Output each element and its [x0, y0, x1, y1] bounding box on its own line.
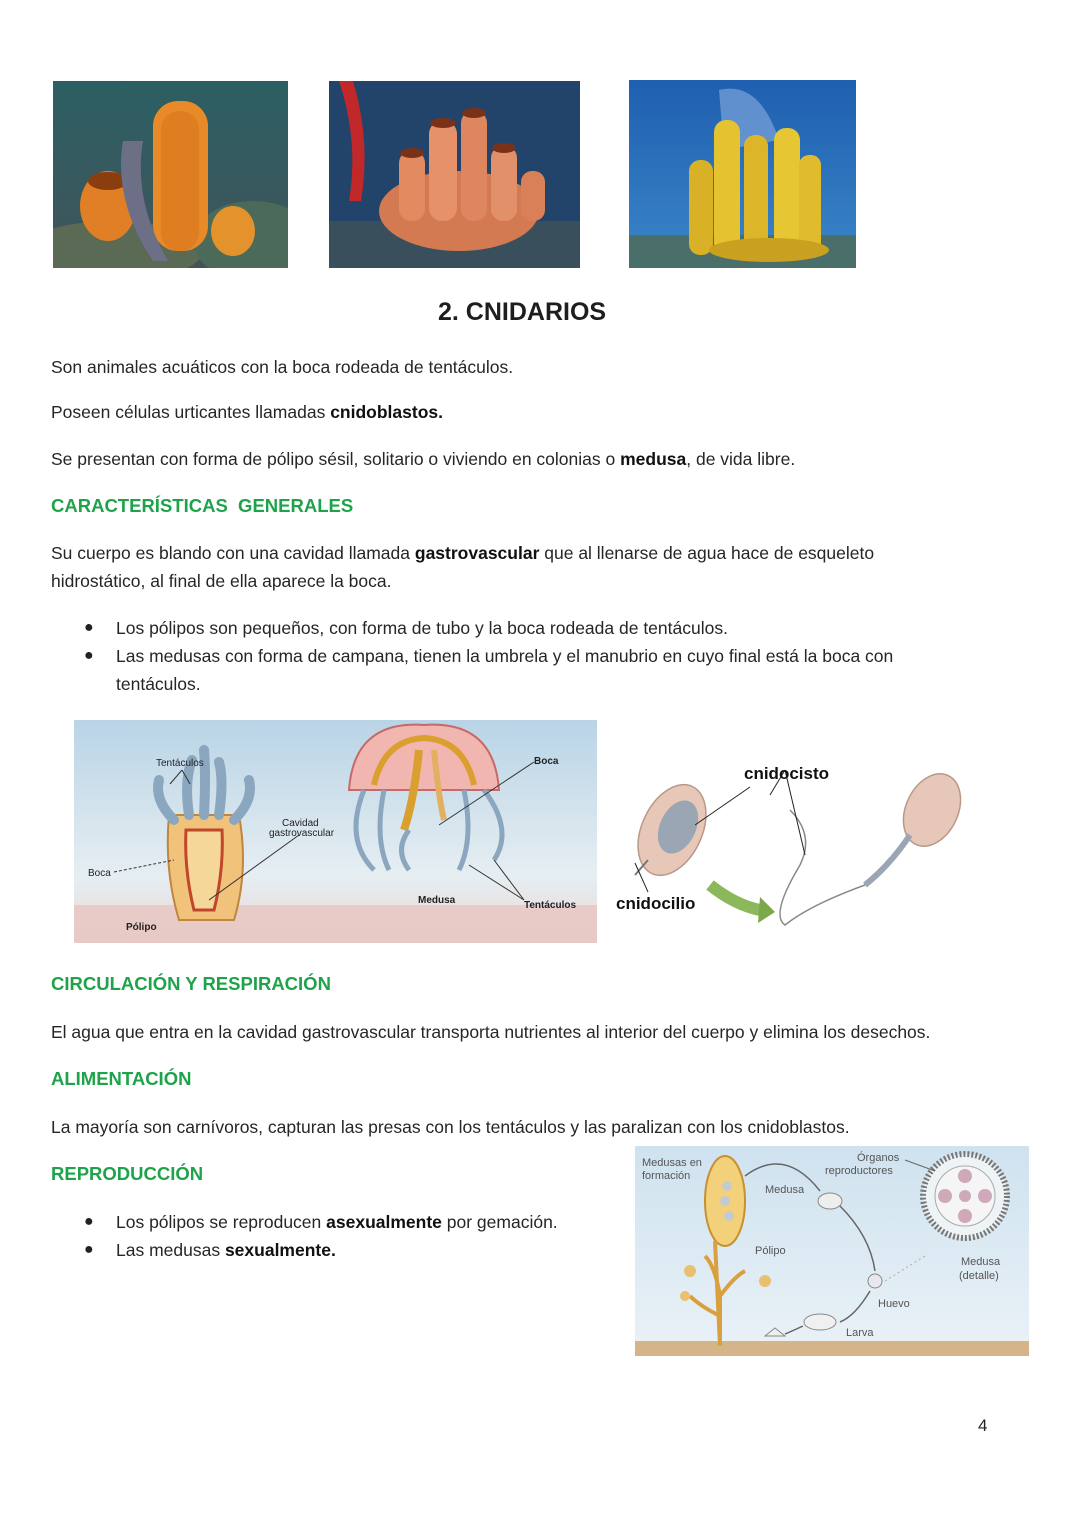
repro-text-1a: Los pólipos se reproducen — [116, 1212, 327, 1232]
caract-text-c: hidrostático, al final de ella aparece la boca. — [51, 571, 392, 591]
label-cnidocisto: cnidocisto — [744, 764, 830, 783]
bullet-medusas-line2: tentáculos. — [116, 674, 201, 694]
label-medusa: Medusa — [418, 895, 456, 906]
intro-text-3a: Se presentan con forma de pólipo sésil, solitario o viviendo en colonias o — [51, 449, 621, 469]
term-gastrovascular: gastrovascular — [414, 543, 540, 563]
page-number: 4 — [978, 1416, 988, 1435]
intro-paragraph-3 — [51, 445, 795, 473]
bullet-medusas-line1: Las medusas con forma de campana, tienen la umbrela y el manubrio en cuyo final está la boca con — [116, 646, 894, 666]
bullet-dot: ● — [84, 619, 94, 636]
intro-paragraph-2 — [51, 398, 443, 426]
bullet-polipos-reproduccion — [116, 1208, 558, 1236]
intro-text-3b: , de vida libre. — [686, 449, 796, 469]
label-cavidad: Cavidad — [282, 818, 319, 829]
bullet-medusas — [116, 642, 996, 698]
heading-caracteristicas: CARACTERÍSTICAS GENERALES — [51, 495, 354, 516]
anatomy-diagram — [74, 720, 597, 943]
alimentacion-paragraph: La mayoría son carnívoros, capturan las presas con los tentáculos y las paralizan con los cnidoblastos. — [51, 1117, 850, 1137]
label-medusa: Medusa — [765, 1184, 805, 1196]
sponge-photo-yellow-tubes — [629, 80, 856, 268]
section-title: 2. CNIDARIOS — [438, 298, 607, 326]
caract-text-a: Su cuerpo es blando con una cavidad llamada — [51, 543, 415, 563]
heading-reproduccion: REPRODUCCIÓN — [51, 1163, 204, 1184]
label-larva: Larva — [846, 1327, 874, 1339]
label-boca-right: Boca — [534, 756, 559, 767]
circulacion-paragraph: El agua que entra en la cavidad gastrovascular transporta nutrientes al interior del cuerpo y elimina los desechos. — [51, 1022, 931, 1042]
bullet-medusas-reproduccion — [116, 1236, 336, 1264]
label-reproductores: reproductores — [825, 1165, 893, 1177]
repro-text-1b: por gemación. — [441, 1212, 558, 1232]
cnidocyte-diagram — [610, 755, 970, 940]
sponge-photo-orange-tube — [53, 81, 288, 268]
label-huevo: Huevo — [878, 1298, 910, 1310]
heading-circulacion: CIRCULACIÓN Y RESPIRACIÓN — [51, 973, 331, 994]
label-polipo: Pólipo — [126, 922, 157, 933]
label-boca-left: Boca — [88, 868, 111, 879]
intro-text-2: Poseen células urticantes llamadas — [51, 402, 331, 422]
sponge-photo-pink-cluster — [329, 81, 580, 268]
label-polipo: Pólipo — [755, 1245, 786, 1257]
label-tentaculos-bottom: Tentáculos — [524, 900, 577, 911]
label-medusa-detalle-1: Medusa — [961, 1256, 1001, 1268]
caract-text-b: que al llenarse de agua hace de esqueleto — [539, 543, 875, 563]
bullet-dot: ● — [84, 1241, 94, 1258]
bullet-dot: ● — [84, 647, 94, 664]
term-sexualmente: sexualmente. — [224, 1240, 336, 1260]
label-tentaculos-top: Tentáculos — [156, 758, 204, 769]
term-cnidoblastos: cnidoblastos. — [330, 402, 443, 422]
label-medusas-en: Medusas en — [642, 1157, 702, 1169]
caracteristicas-paragraph — [51, 539, 1011, 595]
term-asexualmente: asexualmente — [326, 1212, 442, 1232]
term-medusa: medusa — [620, 449, 687, 469]
label-gastrovascular: gastrovascular — [269, 828, 335, 839]
lifecycle-diagram — [635, 1146, 1029, 1356]
intro-text-1: Son animales acuáticos con la boca rodeada de tentáculos. — [51, 357, 514, 377]
bullet-polipos: Los pólipos son pequeños, con forma de tubo y la boca rodeada de tentáculos. — [116, 618, 728, 638]
bullet-dot: ● — [84, 1213, 94, 1230]
intro-paragraph-1 — [51, 353, 513, 381]
label-cnidocilio: cnidocilio — [616, 894, 696, 913]
heading-alimentacion: ALIMENTACIÓN — [51, 1068, 192, 1089]
label-organos: Órganos — [857, 1152, 900, 1164]
repro-text-2a: Las medusas — [116, 1240, 225, 1260]
label-formacion: formación — [642, 1170, 691, 1182]
label-medusa-detalle-2: (detalle) — [959, 1270, 999, 1282]
